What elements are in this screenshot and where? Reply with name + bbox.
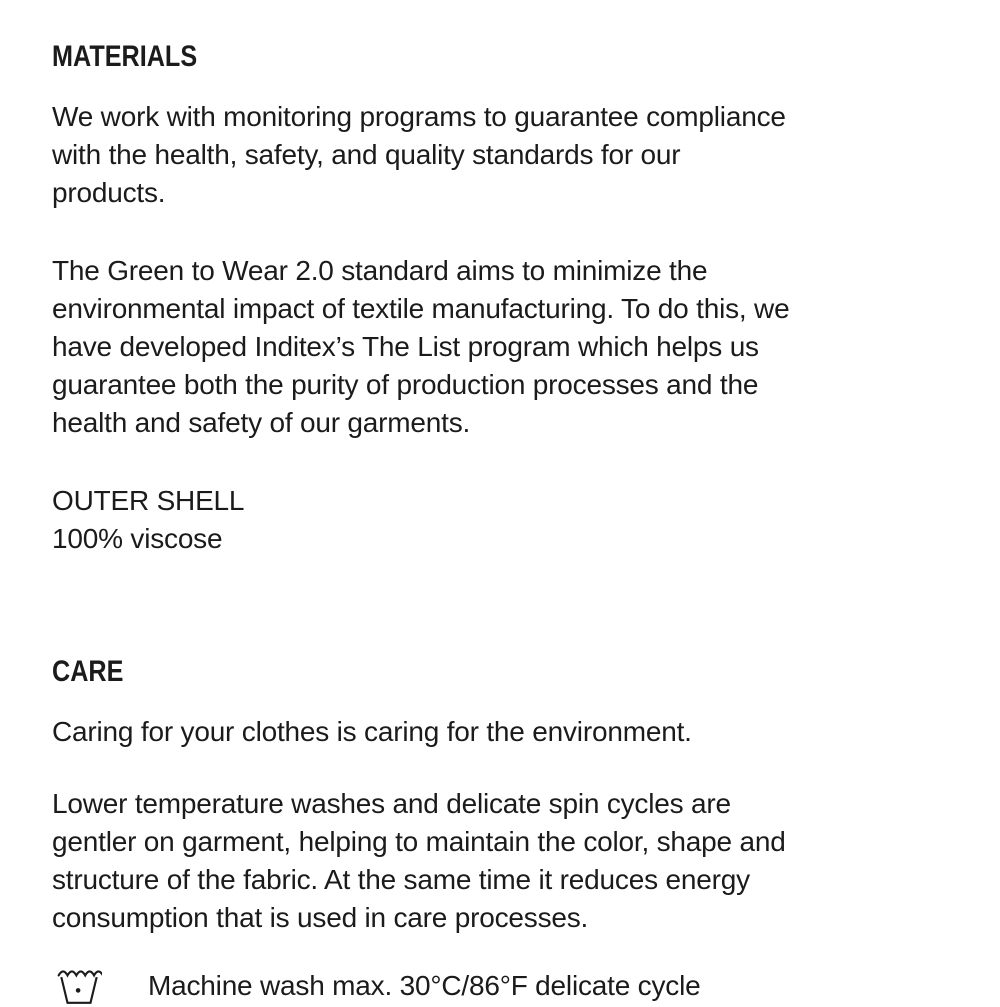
text-line: The Green to Wear 2.0 standard aims to minimize the — [52, 255, 708, 286]
text-line: Caring for your clothes is caring for the environment. — [52, 716, 692, 747]
care-paragraph-washing — [52, 785, 936, 937]
materials-paragraph-compliance — [52, 98, 936, 212]
care-heading: CARE — [52, 655, 124, 688]
composition-block — [52, 482, 936, 558]
composition-part-label: OUTER SHELL — [52, 485, 245, 516]
text-line: health and safety of our garments. — [52, 407, 471, 438]
materials-section — [52, 40, 936, 558]
text-line: guarantee both the purity of production processes and the — [52, 369, 759, 400]
text-line: Lower temperature washes and delicate spin cycles are — [52, 788, 731, 819]
text-line: with the health, safety, and quality standards for our — [52, 139, 681, 170]
text-line: products. — [52, 177, 166, 208]
wash-instruction-label: Machine wash max. 30°C/86°F delicate cycle — [148, 970, 701, 1001]
care-intro-text — [52, 713, 936, 751]
text-line: environmental impact of textile manufacturing. To do this, we — [52, 293, 790, 324]
materials-paragraph-green-to-wear — [52, 252, 936, 442]
machine-wash-delicate-icon — [56, 965, 102, 1007]
care-instruction-row — [52, 965, 936, 1007]
care-section — [52, 655, 936, 1007]
text-line: We work with monitoring programs to guarantee compliance — [52, 101, 786, 132]
text-line: consumption that is used in care processes. — [52, 902, 589, 933]
text-line: structure of the fabric. At the same time it reduces energy — [52, 864, 750, 895]
materials-heading: MATERIALS — [52, 40, 198, 73]
text-line: have developed Inditex’s The List program which helps us — [52, 331, 759, 362]
composition-value: 100% viscose — [52, 523, 223, 554]
text-line: gentler on garment, helping to maintain the color, shape and — [52, 826, 786, 857]
